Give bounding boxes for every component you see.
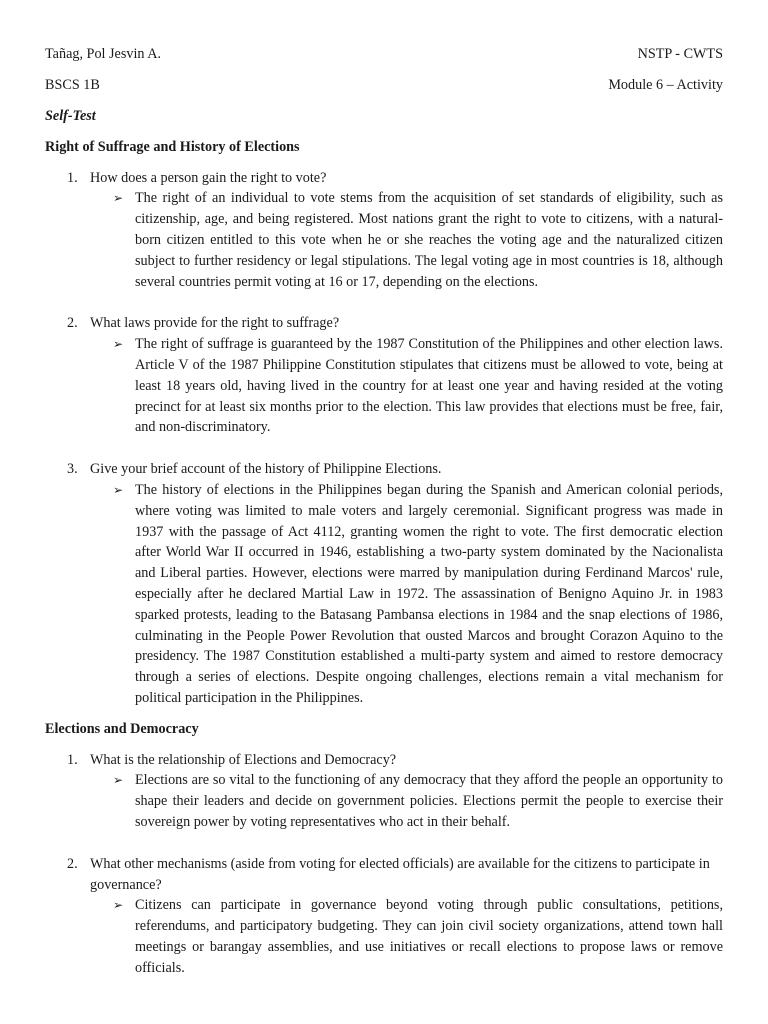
self-test-label: Self-Test: [45, 108, 96, 125]
answer-text: The right of suffrage is guaranteed by the 1987 Constitution of the Philippines and other election laws. Article V of the 1987 Philippine Constitution stipulates that citizens must be allowed to vote, being at least 18 years old, having lived in the country for at least one year and having resided at the voting precinct for at least six months prior to the election. This law provides that elections must be free, fair, and non-discriminatory.: [135, 336, 723, 436]
header-row-1: [45, 44, 723, 65]
question-text: What other mechanisms (aside from voting for elected officials) are available for the citizens to participate in governance?: [90, 855, 710, 893]
question-number: 2.: [67, 315, 78, 332]
course-code: NSTP - CWTS: [637, 46, 723, 62]
question-number: 2.: [67, 855, 78, 872]
question-number: 1.: [67, 169, 78, 186]
arrow-bullet-icon: ➢: [113, 773, 124, 788]
answer-item: [45, 188, 723, 292]
arrow-bullet-icon: ➢: [113, 898, 124, 913]
section-title-democracy: Elections and Democracy: [45, 720, 199, 737]
question-number: 3.: [67, 461, 78, 478]
question-number: 1.: [67, 751, 78, 768]
header-row-2: [45, 75, 723, 96]
question-item: [45, 313, 723, 334]
question-item: [45, 854, 723, 896]
question-item: [45, 168, 723, 189]
arrow-bullet-icon: ➢: [113, 337, 124, 352]
answer-item: [45, 334, 723, 438]
arrow-bullet-icon: ➢: [113, 191, 124, 206]
question-item: [45, 459, 723, 480]
answer-item: [45, 770, 723, 832]
arrow-bullet-icon: ➢: [113, 483, 124, 498]
answer-text: The history of elections in the Philippines began during the Spanish and American colonial periods, where voting was limited to male voters and largely ceremonial. Significant progress was made in 1937 with the passage of Act 4112, granting women the right to vote. The first democratic election after World War II occurred in 1946, establishing a two-party system dominated by the Nacionalista and Liberal parties. However, elections were marred by manipulation during Ferdinand Marcos' rule, especially after he declared Martial Law in 1972. The assassination of Benigno Aquino Jr. in 1983 sparked protests, leading to the Batasang Pambansa elections in 1984 and the snap elections of 1986, culminating in the People Power Revolution that ousted Marcos and brought Corazon Aquino to the presidency. The 1987 Constitution established a multi-party system and aimed to restore democracy through a series of elections. Despite ongoing challenges, elections remain a vital mechanism for political participation in the Philippines.: [135, 482, 723, 707]
document-page: [45, 44, 723, 979]
question-text: What laws provide for the right to suffrage?: [90, 315, 340, 332]
answer-text: The right of an individual to vote stems from the acquisition of set standards of eligibility, such as citizenship, age, and being registered. Most nations grant the right to vote to citizens, with a natural-born citizen entitled to this vote when he or she reaches the voting age and the naturalized citizen subject to further residency or legal stipulations. The legal voting age in most countries is 18, although several countries permit voting at 16 or 17, depending on the elections.: [135, 190, 723, 290]
question-text: How does a person gain the right to vote?: [90, 169, 327, 186]
question-text: What is the relationship of Elections and Democracy?: [90, 751, 397, 768]
answer-item: [45, 895, 723, 978]
student-name: Tañag, Pol Jesvin A.: [45, 46, 162, 62]
answer-item: [45, 480, 723, 709]
answer-text: Elections are so vital to the functioning of any democracy that they afford the people an opportunity to shape their leaders and decide on government policies. Elections permit the people to exercise their sovereign power by voting representatives who act in their behalf.: [135, 772, 723, 830]
answer-text: Citizens can participate in governance beyond voting through public consultations, petitions, referendums, and participatory budgeting. They can join civil society organizations, attend town hall meetings or barangay assemblies, and use initiatives or recall elections to propose laws or remove officials.: [135, 897, 723, 976]
section-title-suffrage: Right of Suffrage and History of Elections: [45, 138, 300, 155]
student-section: BSCS 1B: [45, 77, 100, 94]
question-text: Give your brief account of the history of Philippine Elections.: [90, 461, 442, 478]
question-item: [45, 750, 723, 771]
module-label: Module 6 – Activity: [608, 77, 723, 94]
